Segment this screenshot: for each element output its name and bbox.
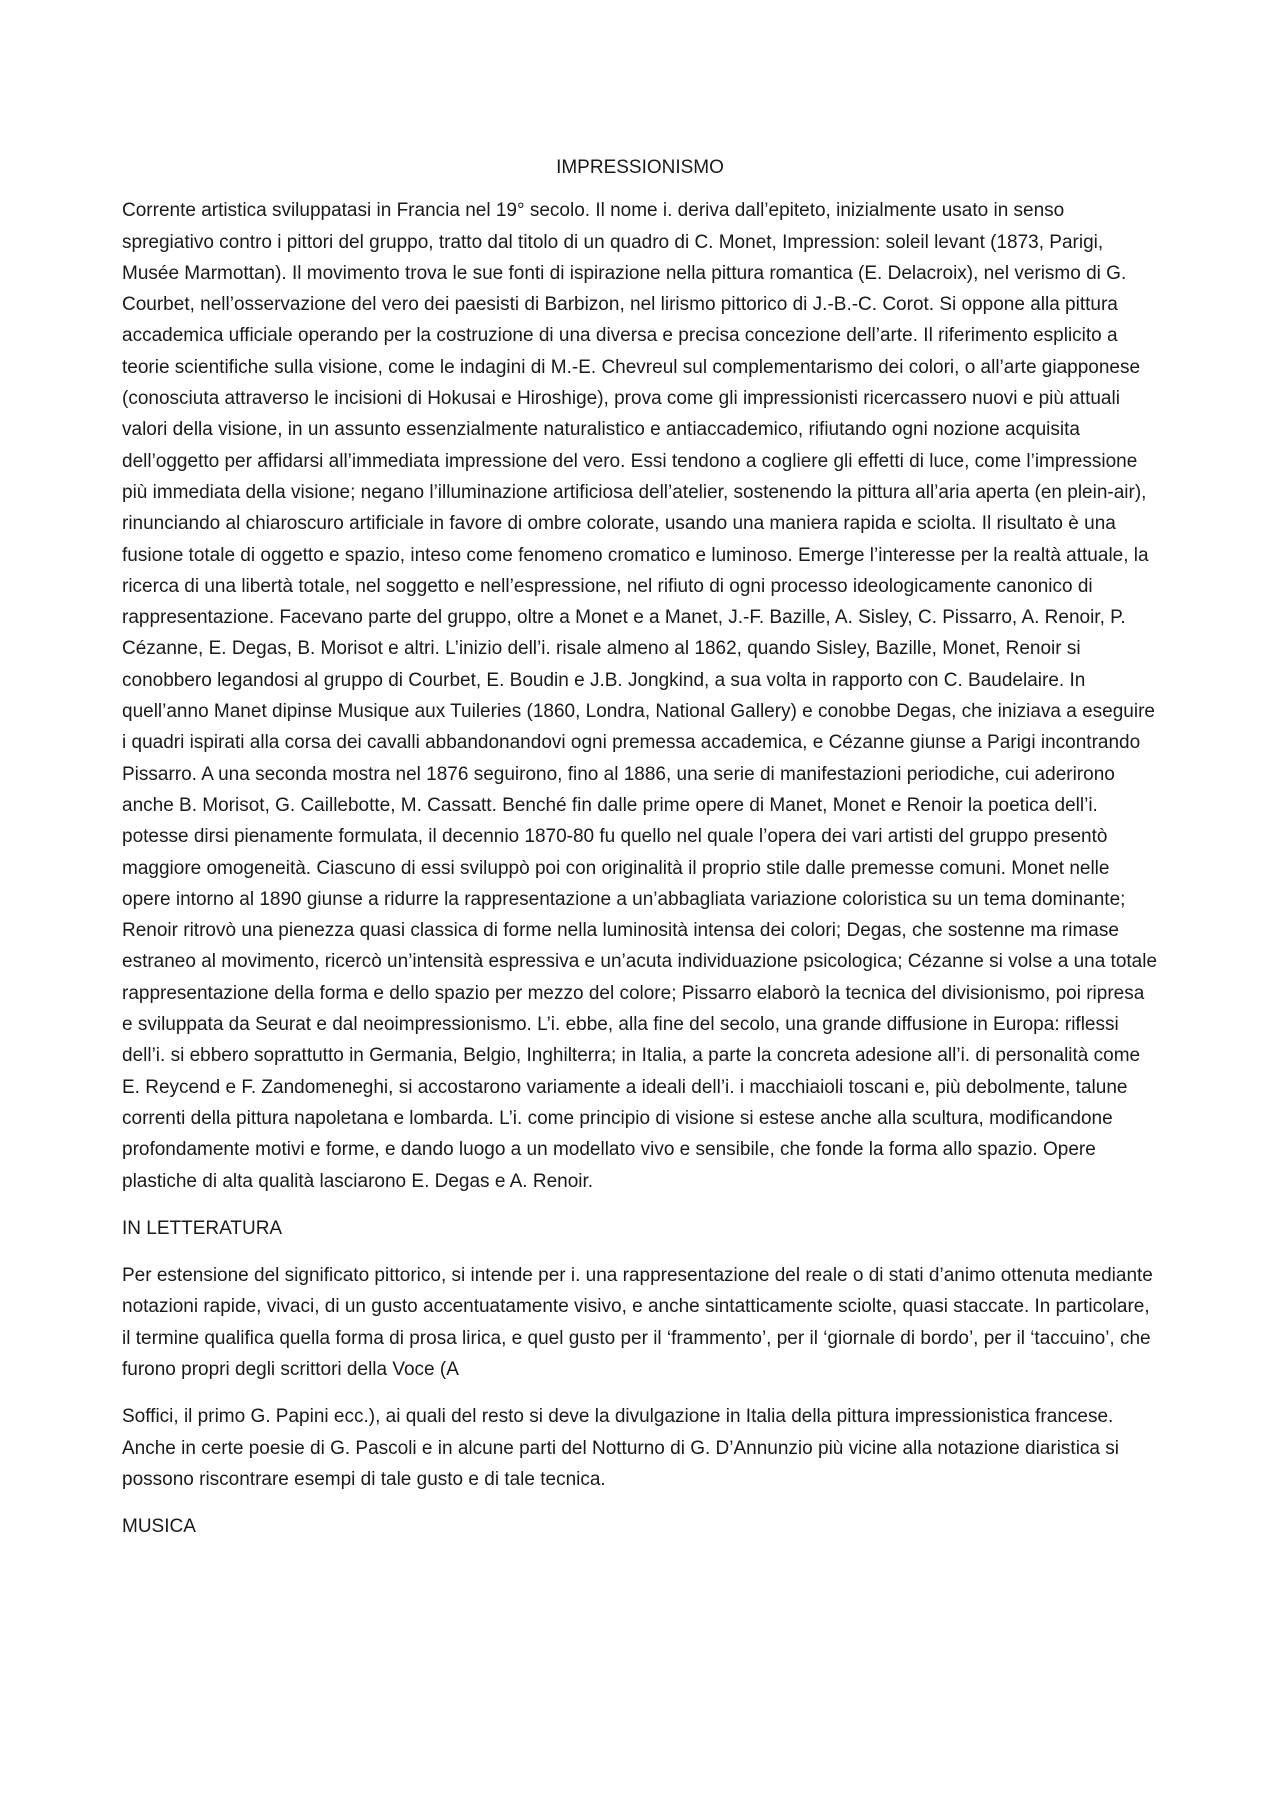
page-title: IMPRESSIONISMO [556,157,724,178]
paragraph-letteratura-continued: Soffici, il primo G. Papini ecc.), ai quali del resto si deve la divulgazione in Italia della pittura impressionistica francese. Anche in certe poesie di G. Pascoli e in alcune parti del Notturno di G. D’Annunzio più vicine alla notazione diaristica si possono riscontrare esempi di tale gusto e di tale tecnica. [122,1406,1119,1490]
section-heading-letteratura: IN LETTERATURA [122,1217,283,1239]
document-body [122,152,1158,1558]
paragraph-impressionismo: Corrente artistica sviluppatasi in Francia nel 19° secolo. Il nome i. deriva dall’epiteto, inizialmente usato in senso spregiativo contro i pittori del gruppo, tratto dal titolo di un quadro di C. Monet, Impression: soleil levant (1873, Parigi, Musée Marmottan). Il movimento trova le sue fonti di ispirazione nella pittura romantica (E. Delacroix), nel verismo di G. Courbet, nell’osservazione del vero dei paesisti di Barbizon, nel lirismo pittorico di J.-B.-C. Corot. Si oppone alla pittura accademica ufficiale operando per la costruzione di una diversa e precisa concezione dell’arte. Il riferimento esplicito a teorie scientifiche sulla visione, come le indagini di M.-E. Chevreul sul complementarismo dei colori, o all’arte giapponese (conosciuta attraverso le incisioni di Hokusai e Hiroshige), prova come gli impressionisti ricercassero nuovi e più attuali valori della visione, in un assunto essenzialmente naturalistico e antiaccademico, rifiutando ogni nozione acquisita dell’oggetto per affidarsi all’immediata impressione del vero. Essi tendono a cogliere gli effetti di luce, come l’impressione più immediata della visione; negano l’illuminazione artificiosa dell’atelier, sostenendo la pittura all’aria aperta (en plein-air), rinunciando al chiaroscuro artificiale in favore di ombre colorate, usando una maniera rapida e sciolta. Il risultato è una fusione totale di oggetto e spazio, inteso come fenomeno cromatico e luminoso. Emerge l’interesse per la realtà attuale, la ricerca di una libertà totale, nel soggetto e nell’espressione, nel rifiuto di ogni processo ideologicamente canonico di rappresentazione. Facevano parte del gruppo, oltre a Monet e a Manet, J.-F. Bazille, A. Sisley, C. Pissarro, A. Renoir, P. Cézanne, E. Degas, B. Morisot e altri. L’inizio dell’i. risale almeno al 1862, quando Sisley, Bazille, Monet, Renoir si conobbero legandosi al gruppo di Courbet, E. Boudin e J.B. Jongkind, a sua volta in rapporto con C. Baudelaire. In quell’anno Manet dipinse Musique aux Tuileries (1860, Londra, National Gallery) e conobbe Degas, che iniziava a eseguire i quadri ispirati alla corsa dei cavalli abbandonandovi ogni premessa accademica, e Cézanne giunse a Parigi incontrando Pissarro. A una seconda mostra nel 1876 seguirono, fino al 1886, una serie di manifestazioni periodiche, cui aderirono anche B. Morisot, G. Caillebotte, M. Cassatt. Benché fin dalle prime opere di Manet, Monet e Renoir la poetica dell’i. potesse dirsi pienamente formulata, il decennio 1870-80 fu quello nel quale l’opera dei vari artisti del gruppo presentò maggiore omogeneità. Ciascuno di essi sviluppò poi con originalità il proprio stile dalle premesse comuni. Monet nelle opere intorno al 1890 giunse a ridurre la rappresentazione a un’abbagliata variazione coloristica su un tema dominante; Renoir ritrovò una pienezza quasi classica di forme nella luminosità intensa dei colori; Degas, che sostenne ma rimase estraneo al movimento, ricercò un’intensità espressiva e un’acuta individuazione psicologica; Cézanne si volse a una totale rappresentazione della forma e dello spazio per mezzo del colore; Pissarro elaborò la tecnica del divisionismo, poi ripresa e sviluppata da Seurat e dal neoimpressionismo. L’i. ebbe, alla fine del secolo, una grande diffusione in Europa: riflessi dell’i. si ebbero soprattutto in Germania, Belgio, Inghilterra; in Italia, a parte la concreta adesione all’i. di personalità come E. Reycend e F. Zandomeneghi, si accostarono variamente a ideali dell’i. i macchiaioli toscani e, più debolmente, talune correnti della pittura napoletana e lombarda. L’i. come principio di visione si estese anche alla scultura, modificandone profondamente motivi e forme, e dando luogo a un modellato vivo e sensibile, che fonde la forma allo spazio. Opere plastiche di alta qualità lasciarono E. Degas e A. Renoir. [122,200,1158,1192]
paragraph-letteratura: Per estensione del significato pittorico, si intende per i. una rappresentazione del reale o di stati d’animo ottenuta mediante notazioni rapide, vivaci, di un gusto accentuatamente visivo, e anche sintatticamente sciolte, quasi staccate. In particolare, il termine qualifica quella forma di prosa lirica, e quel gusto per il ‘frammento’, per il ‘giornale di bordo’, per il ‘taccuino’, che furono propri degli scrittori della Voce (A [122,1265,1153,1380]
section-heading-musica: MUSICA [122,1516,196,1538]
